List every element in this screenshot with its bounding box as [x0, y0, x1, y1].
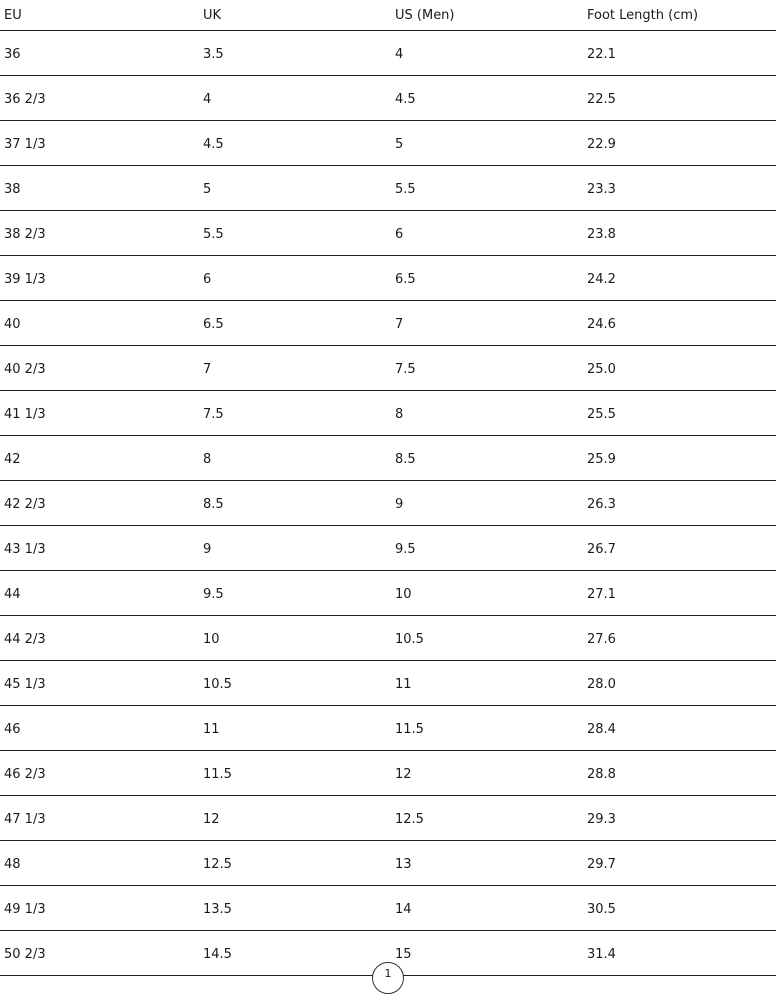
column-header-uk: UK [203, 8, 222, 23]
cell-uk: 4.5 [203, 137, 224, 152]
cell-eu: 48 [4, 857, 21, 872]
cell-eu: 38 2/3 [4, 227, 46, 242]
cell-us-men: 11 [395, 677, 412, 692]
cell-foot-length: 31.4 [587, 947, 616, 962]
cell-us-men: 12.5 [395, 812, 424, 827]
cell-eu: 39 1/3 [4, 272, 46, 287]
cell-eu: 45 1/3 [4, 677, 46, 692]
cell-foot-length: 25.9 [587, 452, 616, 467]
cell-foot-length: 22.9 [587, 137, 616, 152]
cell-us-men: 7.5 [395, 362, 416, 377]
table-row [0, 706, 776, 751]
cell-us-men: 15 [395, 947, 412, 962]
cell-us-men: 7 [395, 317, 404, 332]
cell-uk: 14.5 [203, 947, 232, 962]
table-row [0, 526, 776, 571]
cell-eu: 44 [4, 587, 21, 602]
cell-foot-length: 24.2 [587, 272, 616, 287]
page-number-badge [372, 962, 404, 994]
table-row [0, 391, 776, 436]
cell-uk: 13.5 [203, 902, 232, 917]
cell-eu: 44 2/3 [4, 632, 46, 647]
cell-eu: 41 1/3 [4, 407, 46, 422]
cell-us-men: 8 [395, 407, 404, 422]
cell-uk: 8.5 [203, 497, 224, 512]
cell-eu: 37 1/3 [4, 137, 46, 152]
cell-foot-length: 27.6 [587, 632, 616, 647]
cell-eu: 36 [4, 47, 21, 62]
cell-foot-length: 22.1 [587, 47, 616, 62]
cell-uk: 7 [203, 362, 212, 377]
table-row [0, 76, 776, 121]
cell-uk: 7.5 [203, 407, 224, 422]
cell-eu: 47 1/3 [4, 812, 46, 827]
cell-eu: 42 [4, 452, 21, 467]
cell-uk: 9 [203, 542, 212, 557]
table-row [0, 301, 776, 346]
cell-eu: 42 2/3 [4, 497, 46, 512]
table-row [0, 841, 776, 886]
table-row [0, 211, 776, 256]
cell-us-men: 5.5 [395, 182, 416, 197]
cell-uk: 8 [203, 452, 212, 467]
cell-uk: 11 [203, 722, 220, 737]
cell-foot-length: 22.5 [587, 92, 616, 107]
table-row [0, 346, 776, 391]
table-row [0, 436, 776, 481]
cell-uk: 4 [203, 92, 212, 107]
cell-eu: 50 2/3 [4, 947, 46, 962]
table-row [0, 751, 776, 796]
column-header-us-men: US (Men) [395, 8, 455, 23]
cell-foot-length: 24.6 [587, 317, 616, 332]
cell-uk: 6 [203, 272, 212, 287]
cell-eu: 46 [4, 722, 21, 737]
cell-us-men: 5 [395, 137, 404, 152]
cell-us-men: 6 [395, 227, 404, 242]
cell-uk: 11.5 [203, 767, 232, 782]
table-row [0, 166, 776, 211]
cell-eu: 46 2/3 [4, 767, 46, 782]
cell-foot-length: 28.4 [587, 722, 616, 737]
table-row [0, 31, 776, 76]
cell-foot-length: 23.3 [587, 182, 616, 197]
cell-foot-length: 23.8 [587, 227, 616, 242]
cell-eu: 40 [4, 317, 21, 332]
cell-eu: 40 2/3 [4, 362, 46, 377]
cell-foot-length: 27.1 [587, 587, 616, 602]
cell-uk: 6.5 [203, 317, 224, 332]
cell-foot-length: 25.0 [587, 362, 616, 377]
cell-eu: 43 1/3 [4, 542, 46, 557]
table-row [0, 481, 776, 526]
cell-us-men: 11.5 [395, 722, 424, 737]
cell-uk: 10.5 [203, 677, 232, 692]
cell-uk: 5.5 [203, 227, 224, 242]
cell-us-men: 6.5 [395, 272, 416, 287]
table-row [0, 796, 776, 841]
cell-foot-length: 28.8 [587, 767, 616, 782]
cell-us-men: 10.5 [395, 632, 424, 647]
cell-us-men: 10 [395, 587, 412, 602]
cell-eu: 38 [4, 182, 21, 197]
table-row [0, 616, 776, 661]
cell-us-men: 8.5 [395, 452, 416, 467]
cell-foot-length: 26.7 [587, 542, 616, 557]
cell-us-men: 13 [395, 857, 412, 872]
cell-uk: 12.5 [203, 857, 232, 872]
cell-uk: 9.5 [203, 587, 224, 602]
cell-foot-length: 25.5 [587, 407, 616, 422]
table-row [0, 571, 776, 616]
cell-uk: 5 [203, 182, 212, 197]
table-header-row [0, 0, 776, 31]
table-row [0, 886, 776, 931]
cell-foot-length: 26.3 [587, 497, 616, 512]
table-row [0, 121, 776, 166]
cell-foot-length: 29.3 [587, 812, 616, 827]
cell-us-men: 14 [395, 902, 412, 917]
column-header-foot-length: Foot Length (cm) [587, 8, 699, 23]
cell-foot-length: 29.7 [587, 857, 616, 872]
cell-us-men: 12 [395, 767, 412, 782]
cell-eu: 49 1/3 [4, 902, 46, 917]
cell-us-men: 9.5 [395, 542, 416, 557]
table-row [0, 256, 776, 301]
column-header-eu: EU [4, 8, 22, 23]
cell-foot-length: 28.0 [587, 677, 616, 692]
cell-eu: 36 2/3 [4, 92, 46, 107]
cell-us-men: 9 [395, 497, 404, 512]
cell-us-men: 4 [395, 47, 404, 62]
cell-uk: 10 [203, 632, 220, 647]
cell-uk: 12 [203, 812, 220, 827]
cell-us-men: 4.5 [395, 92, 416, 107]
table-row [0, 661, 776, 706]
cell-foot-length: 30.5 [587, 902, 616, 917]
cell-uk: 3.5 [203, 47, 224, 62]
page-number: 1 [384, 967, 392, 980]
